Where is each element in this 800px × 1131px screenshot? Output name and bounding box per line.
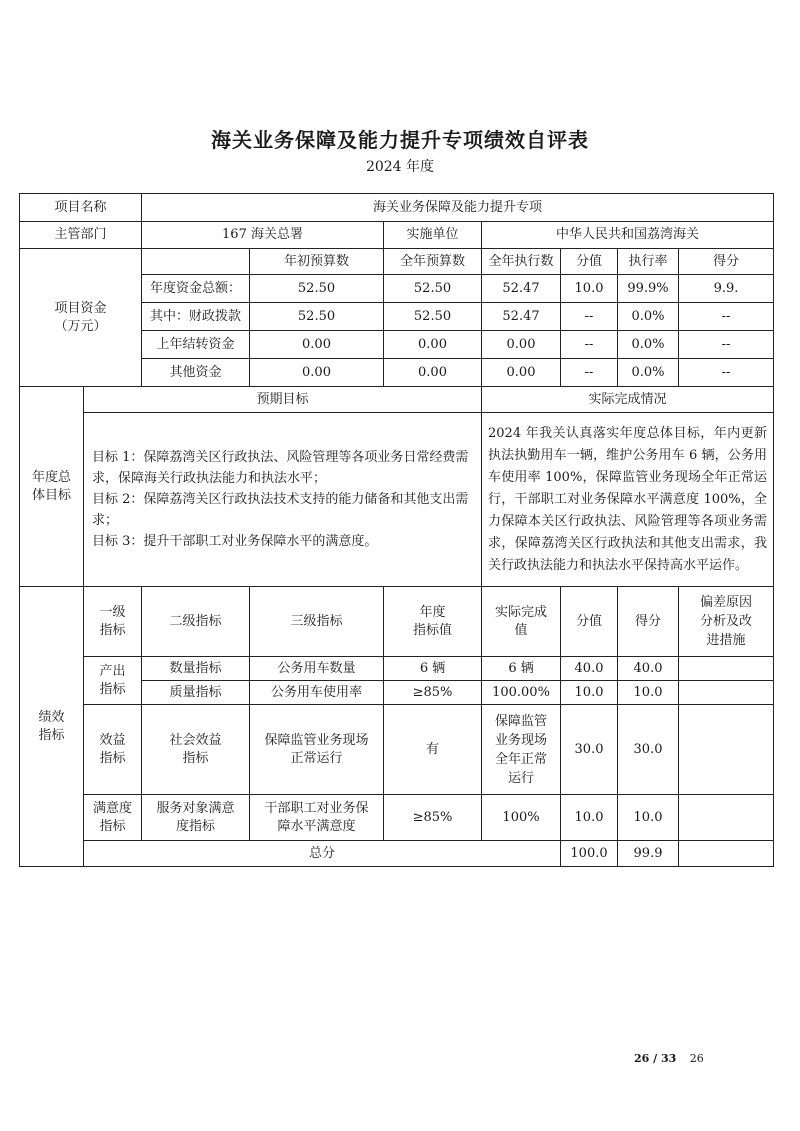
benefit-level2-line1: 社会效益 [169,732,222,748]
funds-row-label: 其他资金 [142,359,250,387]
funds-cell: 0.0% [618,359,679,387]
output-level1 [84,657,142,705]
benefit-score: 30.0 [618,705,679,795]
col-header-actual [482,587,561,657]
benefit-actual-line3: 全年正常 [495,751,548,767]
benefit-actual-line1: 保障监管 [495,713,548,729]
benefit-actual-line2: 业务现场 [495,732,548,748]
benefit-row [20,705,774,795]
funds-cell: -- [561,331,618,359]
funds-cell: -- [679,331,774,359]
funds-row-label: 其中：财政拨款 [142,303,250,331]
performance-label-line2: 指标 [38,727,65,743]
satisfaction-deviation [679,795,774,841]
satisfaction-level2-line2: 度指标 [176,818,216,834]
page-footer [634,1052,704,1065]
funds-cell: 10.0 [561,275,618,303]
project-name-label: 项目名称 [20,194,142,222]
satisfaction-level1-line1: 满意度 [93,800,133,816]
col-header-level1-line2: 指标 [99,622,126,638]
col-header-level2: 二级指标 [142,587,250,657]
funds-cell: 0.00 [250,331,384,359]
benefit-level3-line2: 正常运行 [290,750,343,766]
output-row-quantity [20,657,774,681]
satisfaction-level3-line1: 干部职工对业务保 [264,800,369,816]
total-value: 100.0 [561,841,618,867]
funds-cell: 52.50 [250,275,384,303]
goals-label-line1: 年度总 [31,469,71,485]
evaluation-table-container [19,193,773,867]
goal-item: 目标 3：提升干部职工对业务保障水平的满意度。 [92,534,378,549]
unit-label: 实施单位 [384,222,482,249]
actual-completion-header: 实际完成情况 [482,387,774,413]
funds-header-blank [142,249,250,275]
score-cell: 40.0 [618,657,679,681]
col-header-deviation [679,587,774,657]
goals-content-row [20,413,774,587]
funds-cell: 52.47 [482,275,561,303]
col-header-level3: 三级指标 [250,587,384,657]
satisfaction-level2 [142,795,250,841]
benefit-level2-line2: 指标 [182,750,209,766]
satisfaction-score: 10.0 [618,795,679,841]
funds-cell: -- [679,303,774,331]
col-header-actual-line2: 值 [514,622,528,638]
satisfaction-actual: 100% [482,795,561,841]
funds-cell: -- [679,359,774,387]
col-header-actual-line1: 实际完成 [495,604,548,620]
satisfaction-level3 [250,795,384,841]
col-header-target [384,587,482,657]
page-subtitle-year: 2024 年度 [365,159,435,175]
actual-cell: 6 辆 [482,657,561,681]
value-cell: 10.0 [561,681,618,705]
funds-cell: 0.0% [618,331,679,359]
evaluation-table [19,193,774,867]
col-header-level1-line1: 一级 [99,604,126,620]
funds-header-executed: 全年执行数 [482,249,561,275]
funds-cell: 52.50 [384,303,482,331]
funds-cell: 0.00 [482,331,561,359]
score-cell: 10.0 [618,681,679,705]
expected-goal-header: 预期目标 [84,387,482,413]
level3-cell: 公务用车数量 [250,657,384,681]
goal-item: 目标 1：保障荔湾关区行政执法、风险管理等各项业务日常经费需求，保障海关行政执法能力和执法水平； [92,450,469,486]
benefit-deviation [679,705,774,795]
output-level1-line2: 指标 [99,681,126,697]
benefit-value: 30.0 [561,705,618,795]
page-title: 海关业务保障及能力提升专项绩效自评表 [211,128,589,152]
funds-cell: 0.0% [618,303,679,331]
performance-label [20,587,84,867]
col-header-score-value: 分值 [561,587,618,657]
goal-item: 目标 2：保障荔湾关区行政执法技术支持的能力储备和其他支出需求； [92,492,469,528]
funds-cell: -- [561,359,618,387]
dept-value: 167 海关总署 [142,222,384,249]
benefit-level1 [84,705,142,795]
target-cell: ≥85% [384,681,482,705]
funds-cell: 0.00 [250,359,384,387]
actual-cell: 100.00% [482,681,561,705]
total-score: 99.9 [618,841,679,867]
satisfaction-level3-line2: 障水平满意度 [277,818,356,834]
deviation-cell [679,681,774,705]
page-indicator: 26 / 33 [634,1052,677,1065]
dept-label: 主管部门 [20,222,142,249]
funds-cell: 0.00 [482,359,561,387]
col-header-target-line2: 指标值 [413,622,453,638]
benefit-level3-line1: 保障监管业务现场 [264,732,369,748]
goals-label [20,387,84,587]
funds-cell: -- [561,303,618,331]
performance-label-line1: 绩效 [38,709,65,725]
col-header-deviation-line3: 进措施 [706,633,746,648]
actual-completion-text: 2024 年我关认真落实年度总体目标，年内更新执法执勤用车一辆，维护公务用车 6 辆，公务用车使用率 100%，保障监管业务现场全年正常运行，干部职工对业务保障水平满意度 100%，全力保障本关区行政执法、风险管理等各项业务需求，保障荔湾关区行政执法和其他支出需求，我关行政执法能力和执法水平保持高水平运作。 [482,413,774,587]
col-header-score: 得分 [618,587,679,657]
total-deviation [679,841,774,867]
total-label: 总分 [84,841,561,867]
funds-header-execution-rate: 执行率 [618,249,679,275]
funds-header-row [20,249,774,275]
col-header-target-line1: 年度 [419,604,446,620]
project-name-row [20,194,774,222]
unit-value: 中华人民共和国荔湾海关 [482,222,774,249]
deviation-cell [679,657,774,681]
satisfaction-target: ≥85% [384,795,482,841]
col-header-deviation-line2: 分析及改 [700,614,753,629]
goals-header-row [20,387,774,413]
expected-goals [84,413,482,587]
satisfaction-level2-line1: 服务对象满意 [156,800,235,816]
benefit-actual-line4: 运行 [508,770,535,786]
funds-header-score-value: 分值 [561,249,618,275]
funds-cell: 99.9% [618,275,679,303]
col-header-deviation-line1: 偏差原因 [700,595,753,610]
funds-cell: 0.00 [384,359,482,387]
col-header-level1 [84,587,142,657]
satisfaction-value: 10.0 [561,795,618,841]
benefit-actual [482,705,561,795]
value-cell: 40.0 [561,657,618,681]
target-cell: 6 辆 [384,657,482,681]
department-row [20,222,774,249]
benefit-level3 [250,705,384,795]
benefit-target: 有 [384,705,482,795]
funds-label [20,249,142,387]
goals-label-line2: 体目标 [31,487,71,503]
project-name-value: 海关业务保障及能力提升专项 [142,194,774,222]
output-level1-line1: 产出 [99,663,126,679]
benefit-level1-line1: 效益 [99,732,126,748]
funds-cell: 9.9. [679,275,774,303]
funds-label-line1: 项目资金 [54,300,107,316]
page-number: 26 [689,1052,704,1065]
funds-header-annual-budget: 全年预算数 [384,249,482,275]
satisfaction-level1-line2: 指标 [99,818,126,834]
level3-cell: 公务用车使用率 [250,681,384,705]
funds-cell: 0.00 [384,331,482,359]
satisfaction-level1 [84,795,142,841]
benefit-level2 [142,705,250,795]
level2-cell: 质量指标 [142,681,250,705]
satisfaction-row [20,795,774,841]
funds-cell: 52.50 [384,275,482,303]
benefit-level1-line2: 指标 [99,750,126,766]
performance-header-row [20,587,774,657]
funds-label-line2: （万元） [54,318,107,334]
funds-header-initial-budget: 年初预算数 [250,249,384,275]
funds-cell: 52.47 [482,303,561,331]
total-row [20,841,774,867]
funds-header-score: 得分 [679,249,774,275]
level2-cell: 数量指标 [142,657,250,681]
funds-row-label: 年度资金总额： [142,275,250,303]
funds-row-label: 上年结转资金 [142,331,250,359]
funds-cell: 52.50 [250,303,384,331]
